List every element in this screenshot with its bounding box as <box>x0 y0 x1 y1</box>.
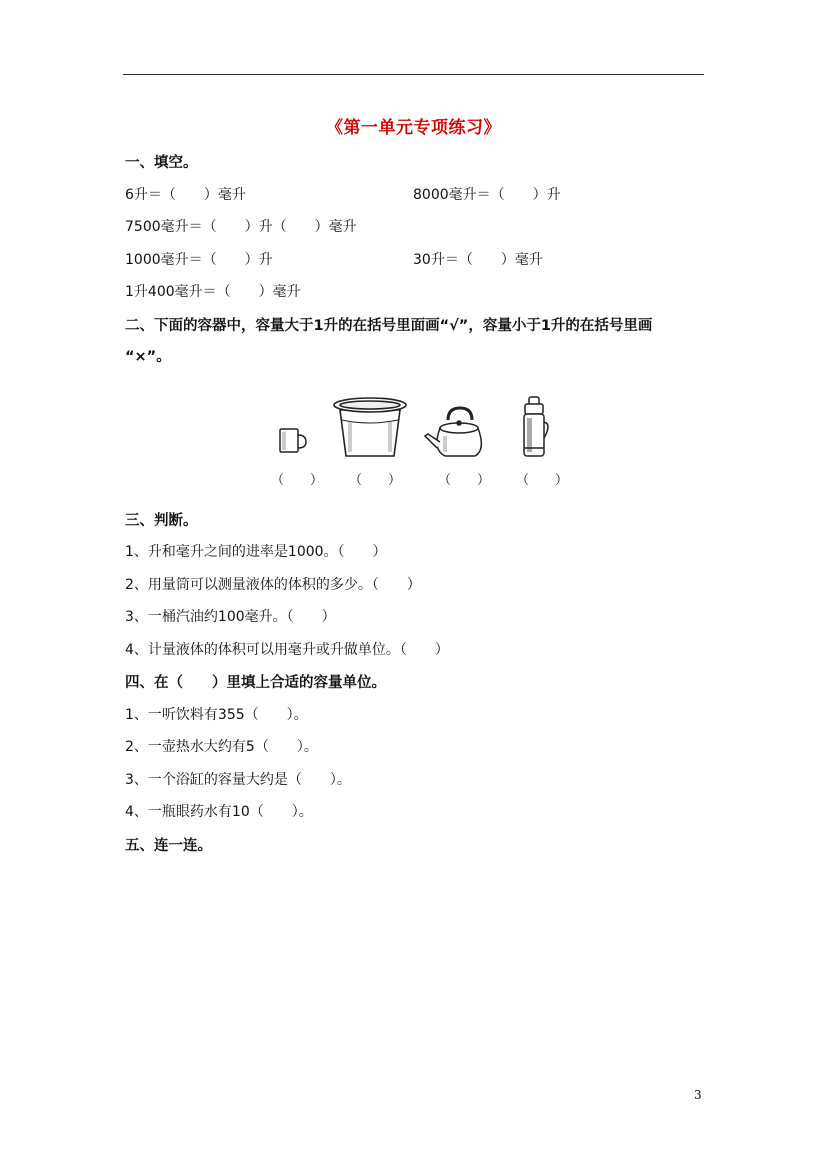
answer-blank-kettle: （ ） <box>438 473 491 488</box>
unit-item-4: 4、一瓶眼药水有10（ ）。 <box>125 804 313 820</box>
judge-item-1: 1、升和毫升之间的进率是1000。（ ） <box>125 544 387 560</box>
judge-item-2: 2、用量筒可以测量液体的体积的多少。（ ） <box>125 577 421 593</box>
section2-heading-cont: “×”。 <box>125 349 171 365</box>
header-rule <box>123 74 704 75</box>
unit-item-2: 2、一壶热水大约有5（ ）。 <box>125 739 318 755</box>
fill-blank-6: 1升400毫升＝（ ）毫升 <box>125 284 301 300</box>
section1-heading: 一、填空。 <box>125 155 198 171</box>
fill-blank-5: 30升＝（ ）毫升 <box>413 252 543 268</box>
page-title: 《第一单元专项练习》 <box>326 118 501 138</box>
judge-item-4: 4、计量液体的体积可以用毫升或升做单位。（ ） <box>125 642 449 658</box>
answer-blank-bucket: （ ） <box>349 473 402 488</box>
section4-heading: 四、在（ ）里填上合适的容量单位。 <box>125 675 386 691</box>
section2-heading: 二、下面的容器中，容量大于1升的在括号里面画“√”，容量小于1升的在括号里画 <box>125 318 653 334</box>
fill-blank-1: 6升＝（ ）毫升 <box>125 187 246 203</box>
fill-blank-3: 7500毫升＝（ ）升（ ）毫升 <box>125 219 357 235</box>
answer-blank-thermos: （ ） <box>516 473 569 488</box>
cup-icon <box>280 429 306 452</box>
fill-blank-4: 1000毫升＝（ ）升 <box>125 252 273 268</box>
section5-heading: 五、连一连。 <box>125 838 212 854</box>
unit-item-1: 1、一听饮料有355（ ）。 <box>125 707 308 723</box>
judge-item-3: 3、一桶汽油约100毫升。（ ） <box>125 609 336 625</box>
thermos-icon <box>524 397 548 456</box>
section3-heading: 三、判断。 <box>125 513 198 529</box>
containers-figure <box>270 390 570 460</box>
fill-blank-2: 8000毫升＝（ ）升 <box>413 187 561 203</box>
unit-item-3: 3、一个浴缸的容量大约是（ ）。 <box>125 772 351 788</box>
bucket-icon <box>334 398 406 456</box>
page-number: 3 <box>694 1088 702 1102</box>
kettle-icon <box>425 408 481 456</box>
answer-blank-cup: （ ） <box>271 473 324 488</box>
